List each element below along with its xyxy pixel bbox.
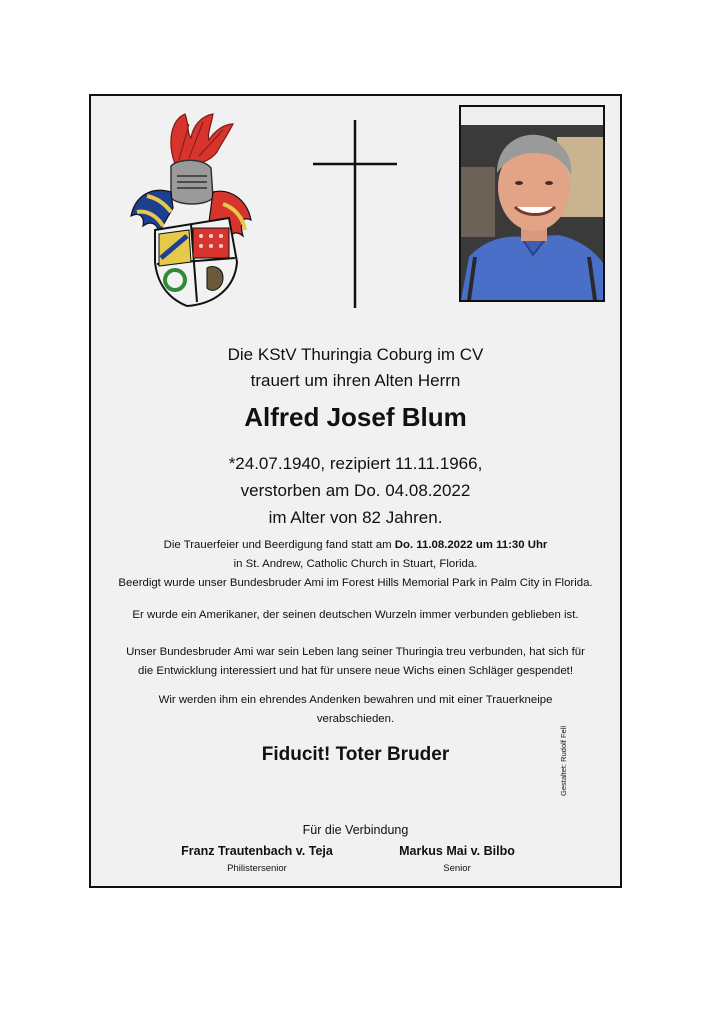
signature-left-name: Franz Trautenbach v. Teja	[181, 844, 333, 858]
funeral-paragraph	[91, 536, 620, 593]
funeral-line-3: Beerdigt wurde unser Bundesbruder Ami im Forest Hills Memorial Park in Palm City in Florida.	[118, 577, 593, 589]
paragraph-roots: Er wurde ein Amerikaner, der seinen deutschen Wurzeln immer verbunden geblieben ist.	[132, 609, 579, 621]
intro-line-1: Die KStV Thuringia Coburg im CV	[227, 345, 484, 364]
loyalty-line-1: Unser Bundesbruder Ami war sein Leben lang seiner Thuringia treu verbunden, hat sich für	[126, 646, 585, 658]
intro-line-2: trauert um ihren Alten Herrn	[250, 371, 461, 390]
signature-left	[171, 844, 343, 874]
signature-heading: Für die Verbindung	[302, 823, 409, 837]
funeral-line-2: in St. Andrew, Catholic Church in Stuart, Florida.	[233, 558, 478, 570]
cross-icon	[313, 118, 397, 310]
coat-of-arms-icon	[127, 112, 257, 308]
paragraph-loyalty	[91, 643, 620, 681]
portrait-image-icon	[461, 107, 603, 300]
remembrance-line-1: Wir werden ihm ein ehrendes Andenken bewahren und mit einer Trauerkneipe	[158, 694, 553, 706]
funeral-line-1	[91, 536, 620, 555]
signature-right	[391, 844, 523, 874]
funeral-date: Do. 11.08.2022 um 11:30 Uhr	[394, 539, 548, 551]
obituary-card	[89, 94, 622, 888]
deceased-name: Alfred Josef Blum	[244, 402, 467, 432]
dates-line-2: verstorben am Do. 04.08.2022	[240, 481, 471, 500]
dates-line-1: *24.07.1940, rezipiert 11.11.1966,	[228, 454, 483, 473]
remembrance-line-2: verabschieden.	[316, 713, 395, 725]
signature-left-role: Philistersenior	[227, 863, 287, 874]
closing-salute: Fiducit! Toter Bruder	[261, 744, 450, 765]
intro-text	[91, 342, 620, 394]
designer-credit: Gestaltet: Rudolf Fell	[559, 725, 568, 796]
paragraph-remembrance	[91, 691, 620, 729]
loyalty-line-2: die Entwicklung interessiert und hat für unsere neue Wichs einen Schläger gespendet!	[137, 665, 573, 677]
signature-right-name: Markus Mai v. Bilbo	[399, 844, 515, 858]
signature-right-role: Senior	[443, 863, 471, 874]
funeral-intro: Die Trauerfeier und Beerdigung fand statt am	[163, 539, 395, 551]
dates-line-3: im Alter von 82 Jahren.	[268, 508, 443, 527]
portrait-photo	[459, 105, 605, 302]
deceased-dates	[91, 450, 620, 531]
